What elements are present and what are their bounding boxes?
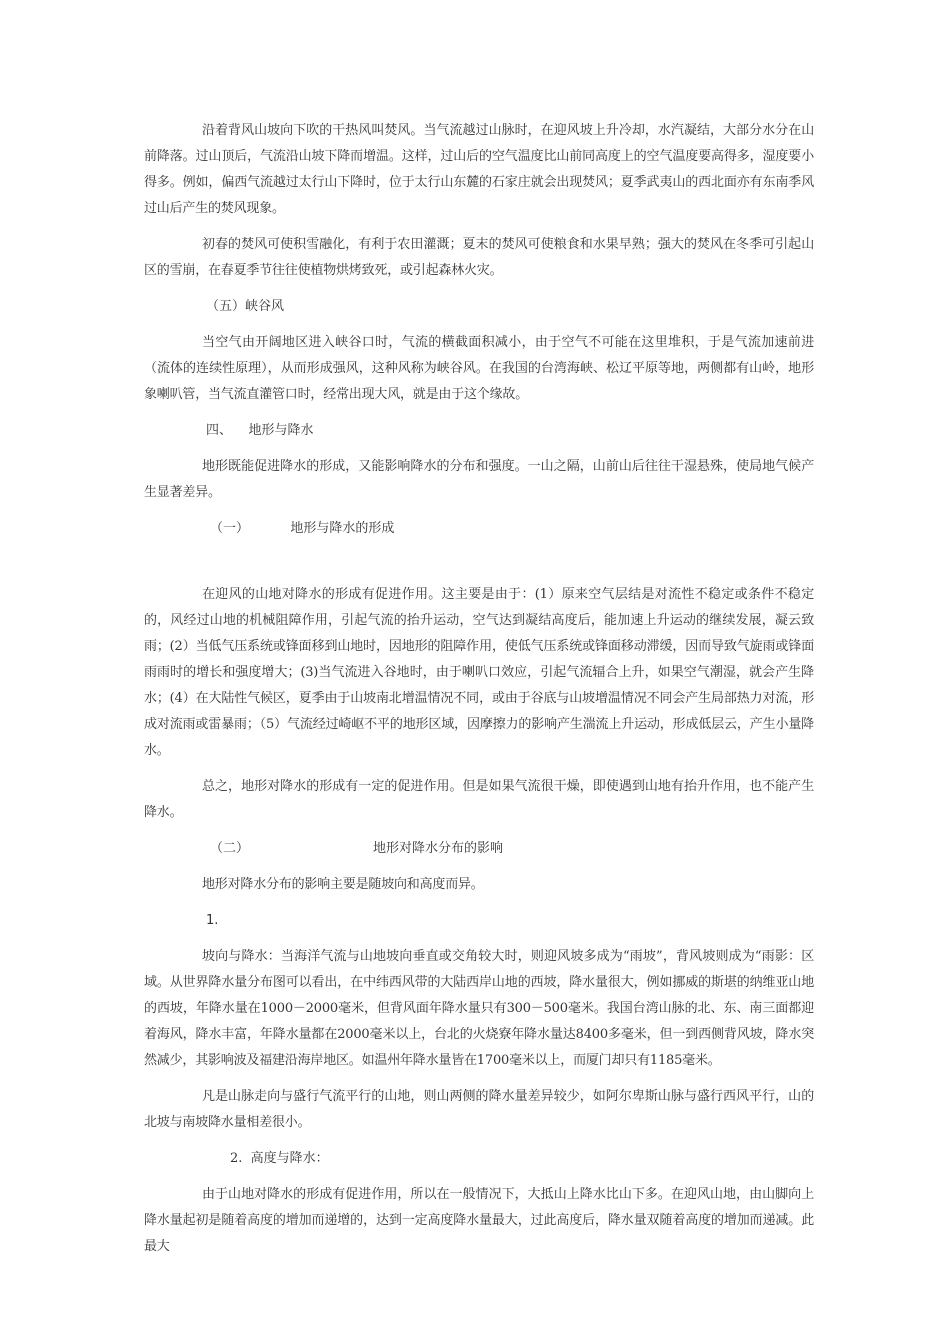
paragraph-canyon-wind: 当空气由开阔地区进入峡谷口时，气流的横截面积减小，由于空气不可能在这里堆积，于是气流加速前进（流体的连续性原理），从而形成强风，这种风称为峡谷风。在我国的台湾海峡、松辽平原等地，两侧都有山岭，地形象喇叭管，当气流直灌管口时，经常出现大风，就是由于这个缘故。 — [144, 335, 814, 402]
paragraph-foehn-effects: 初春的焚风可使积雪融化，有利于农田灌溉；夏末的焚风可使粮食和水果早熟；强大的焚风在冬季可引起山区的雪崩，在春夏季节往往使植物烘烤致死，或引起森林火灾。 — [144, 237, 814, 278]
heading-precipitation-distribution: （二） 地形对降水分布的影响 — [210, 841, 503, 856]
heading-terrain-precipitation: 四、 地形与降水 — [206, 423, 314, 438]
document-body — [144, 118, 814, 1270]
heading-canyon-wind: （五）峡谷风 — [206, 299, 285, 314]
paragraph-distribution-intro: 地形对降水分布的影响主要是随坡向和高度而异。 — [202, 877, 484, 892]
spacer — [144, 552, 814, 582]
list-number-1: 1. — [206, 913, 219, 928]
paragraph-foehn-definition: 沿着背风山坡向下吹的干热风叫焚风。当气流越过山脉时，在迎风坡上升冷却，水汽凝结，大部分水分在山前降落。过山顶后，气流沿山坡下降而增温。这样，过山后的空气温度比山前同高度上的空气温度要高得多，湿度要小得多。例如，偏西气流越过太行山下降时，位于太行山东麓的石家庄就会出现焚风；夏季武夷山的西北面亦有东南季风过山后产生的焚风现象。 — [144, 123, 814, 216]
paragraph-windward-mountain: 在迎风的山地对降水的形成有促进作用。这主要是由于：(1）原来空气层结是对流性不稳定或条件不稳定的，风经过山地的机械阻障作用，引起气流的抬升运动，空气达到凝结高度后，能加速上升运动的继续发展，凝云致雨；(2）当低气压系统或锋面移到山地时，因地形的阻障作用，使低气压系统或锋面移动滞缓，因而导致气旋雨或锋面雨雨时的增长和强度增大；(3)当气流进入谷地时，由于喇叭口效应，引起气流辐合上升，如果空气潮湿，就会产生降水；(4）在大陆性气候区，夏季由于山坡南北增温情况不同，或由于谷底与山坡增温情况不同会产生局部热力对流，形成对流雨或雷暴雨；（5）气流经过崎岖不平的地形区域，因摩擦力的影响产生湍流上升运动，形成低层云，产生小量降水。 — [144, 587, 814, 758]
paragraph-altitude-precipitation: 由于山地对降水的形成有促进作用，所以在一般情况下，大抵山上降水比山下多。在迎风山地，由山脚向上降水量起初是随着高度的增加而递增的，达到一定高度降水量最大，过此高度后，降水量双随着高度的增加而递减。此最大 — [144, 1187, 814, 1254]
heading-precipitation-formation: （一） 地形与降水的形成 — [210, 521, 395, 536]
paragraph-terrain-precipitation-intro: 地形既能促进降水的形成，又能影响降水的分布和强度。一山之隔，山前山后往往干湿悬殊，使局地气候产生显著差异。 — [144, 459, 814, 500]
paragraph-slope-precipitation: 坡向与降水：当海洋气流与山地坡向垂直或交角较大时，则迎风坡多成为“雨坡”，背风坡则成为“雨影：区域。从世界降水量分布图可以看出，在中纬西风带的大陆西岸山地的西坡，降水量很大，例如挪威的斯堪的纳维亚山地的西坡，年降水量在1000－2000毫米，但背风面年降水量只有300－500毫米。我国台湾山脉的北、东、南三面都迎着海风，降水丰富，年降水量都在2000毫米以上，台北的火烧寮年降水量达8400多毫米，但一到西侧背风坡，降水突然减少，其影响波及福建沿海岸地区。如温州年降水量皆在1700毫米以上，而厦门却只有1185毫米。 — [144, 949, 814, 1068]
heading-altitude-precipitation: 2. 高度与降水： — [230, 1151, 329, 1166]
paragraph-summary: 总之，地形对降水的形成有一定的促进作用。但是如果气流很干燥，即使遇到山地有抬升作用，也不能产生降水。 — [144, 779, 814, 820]
paragraph-parallel-mountains: 凡是山脉走向与盛行气流平行的山地，则山两侧的降水量差异较少，如阿尔卑斯山脉与盛行西风平行，山的北坡与南坡降水量相差很小。 — [144, 1089, 814, 1130]
